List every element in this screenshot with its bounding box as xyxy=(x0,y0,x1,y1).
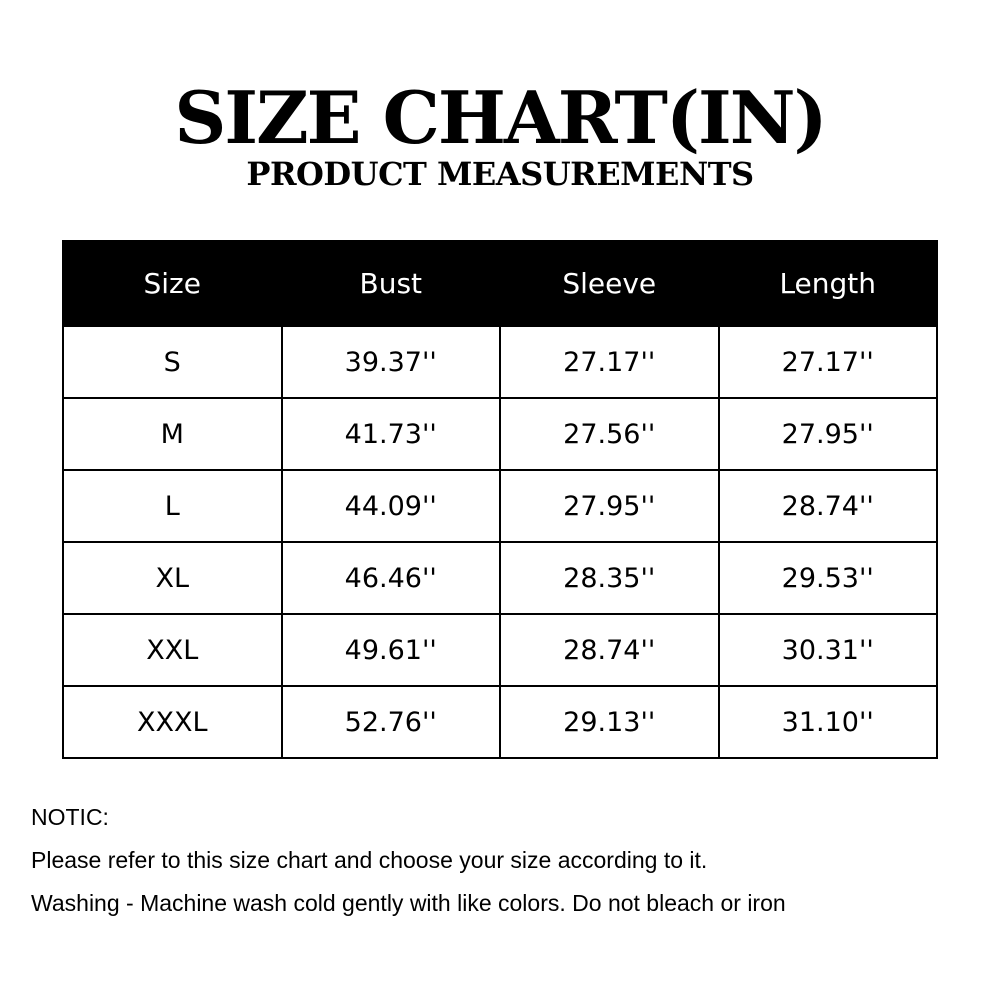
page-title: SIZE CHART(IN) xyxy=(174,75,826,160)
cell-length: 28.74'' xyxy=(719,470,938,542)
cell-sleeve: 29.13'' xyxy=(500,686,719,758)
notes-sizing-advice: Please refer to this size chart and choose your size according to it. xyxy=(31,847,708,873)
notes-washing-instructions: Washing - Machine wash cold gently with like colors. Do not bleach or iron xyxy=(31,890,786,916)
table-row xyxy=(63,398,937,470)
column-header-bust: Bust xyxy=(282,241,501,326)
table-header-row xyxy=(63,241,937,326)
table-row xyxy=(63,326,937,398)
cell-sleeve: 28.35'' xyxy=(500,542,719,614)
table-row xyxy=(63,614,937,686)
cell-length: 31.10'' xyxy=(719,686,938,758)
cell-size: S xyxy=(63,326,282,398)
cell-size: XL xyxy=(63,542,282,614)
cell-length: 30.31'' xyxy=(719,614,938,686)
page-subtitle: PRODUCT MEASUREMENTS xyxy=(246,155,754,193)
cell-bust: 49.61'' xyxy=(282,614,501,686)
cell-length: 29.53'' xyxy=(719,542,938,614)
size-chart-table xyxy=(62,240,938,759)
cell-bust: 39.37'' xyxy=(282,326,501,398)
cell-length: 27.95'' xyxy=(719,398,938,470)
cell-bust: 41.73'' xyxy=(282,398,501,470)
cell-bust: 46.46'' xyxy=(282,542,501,614)
cell-sleeve: 27.95'' xyxy=(500,470,719,542)
notes-section xyxy=(31,800,981,929)
table-row xyxy=(63,470,937,542)
table-row xyxy=(63,686,937,758)
table-row xyxy=(63,542,937,614)
cell-sleeve: 28.74'' xyxy=(500,614,719,686)
column-header-size: Size xyxy=(63,241,282,326)
cell-bust: 44.09'' xyxy=(282,470,501,542)
cell-size: M xyxy=(63,398,282,470)
cell-sleeve: 27.56'' xyxy=(500,398,719,470)
cell-sleeve: 27.17'' xyxy=(500,326,719,398)
cell-length: 27.17'' xyxy=(719,326,938,398)
cell-size: L xyxy=(63,470,282,542)
notes-heading: NOTIC: xyxy=(31,804,109,830)
column-header-length: Length xyxy=(719,241,938,326)
column-header-sleeve: Sleeve xyxy=(500,241,719,326)
cell-size: XXXL xyxy=(63,686,282,758)
cell-bust: 52.76'' xyxy=(282,686,501,758)
cell-size: XXL xyxy=(63,614,282,686)
